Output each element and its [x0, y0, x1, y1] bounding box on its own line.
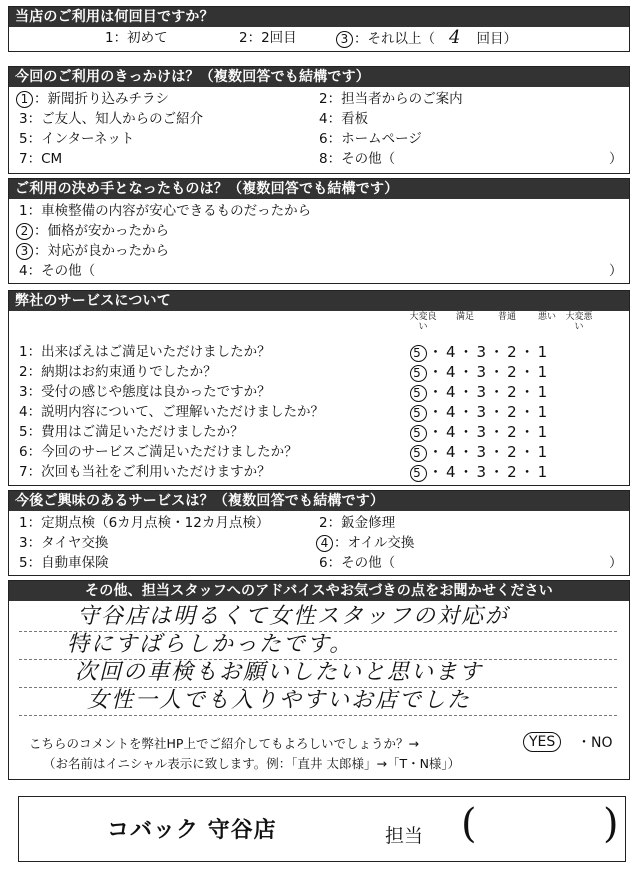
q6-section [8, 580, 630, 780]
q3-title: ご利用の決め手となったものは？（複数回答でも結構です） [9, 179, 629, 199]
q1-count-handwritten: 4 [449, 27, 463, 48]
q3-item-3-label: ：対応が良かったから [34, 243, 169, 259]
q2-item-5-label: ：インターネット [27, 131, 135, 147]
q2-item-5-num: 5 [19, 131, 28, 147]
selected-circle-mark: 1 [16, 91, 33, 108]
q5-item-5-label: ：自動車保険 [27, 555, 109, 571]
staff-open-paren: ( [461, 801, 477, 847]
consent-question: こちらのコメントを弊社HP上でご紹介してもよろしいでしょうか？→ [29, 736, 419, 751]
q5-item-5[interactable] [19, 554, 109, 572]
scale-label-5: 大変良い [409, 312, 437, 332]
q5-item-3-num: 3 [19, 535, 28, 551]
selected-circle-mark: 4 [316, 535, 333, 552]
q4-rating-1[interactable] [413, 343, 550, 362]
q5-item-1[interactable] [19, 514, 269, 532]
comment-handwritten-line-4: 女性一人でも入りやすいお店でした [87, 688, 472, 713]
q5-item-2[interactable] [319, 514, 395, 532]
q3-close-paren: ） [609, 263, 623, 279]
selected-circle-mark: 5 [410, 365, 427, 382]
q2-section [8, 66, 630, 174]
q4-title: 弊社のサービスについて [9, 291, 629, 311]
q1-option-2[interactable]: 2：2回目 [239, 30, 297, 46]
q4-item-2: 2：納期はお約束通りでしたか？ [19, 364, 217, 380]
consent-note: （お名前はイニシャル表示に致します。例：「直井 太郎様」→「T・N様」） [43, 756, 461, 771]
q4-rating-7-scale: ・4・3・2・1 [428, 463, 551, 481]
staff-label: 担当 [385, 825, 424, 847]
q3-section [8, 178, 630, 284]
q4-rating-1-scale: ・4・3・2・1 [428, 343, 551, 361]
q4-rating-4-scale: ・4・3・2・1 [428, 403, 551, 421]
q2-item-6-label: ：ホームページ [327, 131, 422, 147]
q2-item-3-num: 3 [19, 111, 28, 127]
q2-item-6[interactable] [319, 130, 422, 148]
consent-yes-option[interactable]: YES [523, 732, 561, 752]
q5-title: 今後ご興味のあるサービスは？（複数回答でも結構です） [9, 491, 629, 511]
q2-item-7-num: 7 [19, 151, 28, 167]
consent-no-option[interactable]: ・NO [577, 735, 613, 751]
selected-circle-mark: 5 [410, 445, 427, 462]
q4-item-4: 4：説明内容について、ご理解いただけましたか？ [19, 404, 325, 420]
q2-item-8[interactable] [319, 150, 395, 168]
q1-option-1[interactable]: 1：初めて [105, 30, 168, 46]
q5-item-3-label: ：タイヤ交換 [27, 535, 109, 551]
selected-circle-mark: 5 [410, 385, 427, 402]
q4-rating-3-scale: ・4・3・2・1 [428, 383, 551, 401]
q4-rating-6[interactable] [413, 443, 550, 462]
selected-circle-mark: 3 [336, 31, 353, 48]
scale-label-4: 満足 [455, 312, 474, 322]
q4-item-3: 3：受付の感じや態度は良かったですか？ [19, 384, 271, 400]
q5-item-1-label: ：定期点検（6カ月点検・12カ月点検） [27, 515, 270, 531]
q4-rating-4[interactable] [413, 403, 550, 422]
staff-name-field[interactable] [489, 811, 599, 845]
q4-rating-7[interactable] [413, 463, 550, 482]
q1-option-3[interactable] [339, 29, 517, 48]
q2-title: 今回のご利用のきっかけは？（複数回答でも結構です） [9, 67, 629, 87]
q5-item-5-num: 5 [19, 555, 28, 571]
q3-item-4-label: ：その他（ [27, 263, 96, 279]
selected-circle-mark: 3 [16, 243, 33, 260]
q4-item-5: 5：費用はご満足いただけましたか？ [19, 424, 244, 440]
q2-item-3-label: ：ご友人、知人からのご紹介 [27, 111, 204, 127]
q5-item-2-label: ：鈑金修理 [327, 515, 396, 531]
q3-item-4-num: 4 [19, 263, 28, 279]
scale-label-2: 悪い [537, 312, 556, 322]
store-footer [18, 796, 626, 862]
q4-item-1: 1：出来ばえはご満足いただけましたか？ [19, 344, 271, 360]
selected-circle-mark: 5 [410, 465, 427, 482]
q5-item-4[interactable] [319, 534, 414, 552]
scale-label-1: 大変悪い [565, 312, 593, 332]
q4-item-7: 7：次回も当社をご利用いただけますか？ [19, 464, 271, 480]
selected-circle-mark: 5 [410, 345, 427, 362]
q5-item-4-label: ：オイル交換 [334, 535, 415, 551]
q5-item-1-num: 1 [19, 515, 28, 531]
q5-item-6[interactable] [319, 554, 395, 572]
q5-item-6-num: 6 [319, 555, 328, 571]
q4-rating-6-scale: ・4・3・2・1 [428, 443, 551, 461]
q1-title: 当店のご利用は何回目ですか？ [9, 7, 629, 27]
comment-handwritten-line-3: 次回の車検もお願いしたいと思います [75, 660, 484, 685]
q2-item-7-label: ：CM [27, 151, 63, 167]
q5-item-3[interactable] [19, 534, 108, 552]
q2-item-4[interactable] [319, 110, 368, 128]
q5-close-paren: ） [609, 555, 623, 571]
q3-item-4[interactable] [19, 262, 95, 280]
q5-item-2-num: 2 [319, 515, 328, 531]
survey-sheet [8, 6, 630, 786]
q4-rating-2-scale: ・4・3・2・1 [428, 363, 551, 381]
q4-rating-5-scale: ・4・3・2・1 [428, 423, 551, 441]
q4-rating-2[interactable] [413, 363, 550, 382]
comment-line [19, 715, 617, 716]
q3-item-1[interactable] [19, 202, 311, 220]
q2-item-5[interactable] [19, 130, 134, 148]
q3-item-1-num: 1 [19, 203, 28, 219]
q2-item-6-num: 6 [319, 131, 328, 147]
q6-title: その他、担当スタッフへのアドバイスやお気づきの点をお聞かせください [9, 581, 629, 601]
q4-item-6: 6：今回のサービスご満足いただけましたか？ [19, 444, 298, 460]
q3-item-2[interactable] [19, 222, 169, 240]
q4-section [8, 290, 630, 486]
q5-section [8, 490, 630, 576]
q1-option-3-label: ：それ以上（ [354, 31, 435, 47]
q2-item-4-num: 4 [319, 111, 328, 127]
q2-item-3[interactable] [19, 110, 203, 128]
q3-item-3[interactable] [19, 242, 169, 260]
q2-item-8-num: 8 [319, 151, 328, 167]
q1-option-3-suffix: 回目） [476, 31, 517, 47]
q3-item-2-label: ：価格が安かったから [34, 223, 169, 239]
q4-rating-3[interactable] [413, 383, 550, 402]
q2-item-2-num: 2 [319, 91, 328, 107]
selected-circle-mark: 5 [410, 405, 427, 422]
comment-handwritten-line-1: 守谷店は明るくて女性スタッフの対応が [77, 604, 510, 629]
store-name: コバック 守谷店 [107, 818, 277, 843]
selected-circle-mark: 5 [410, 425, 427, 442]
q1-section [8, 6, 630, 52]
q2-item-8-label: ：その他（ [327, 151, 396, 167]
q2-item-7[interactable] [19, 150, 62, 168]
q4-rating-5[interactable] [413, 423, 550, 442]
comment-handwritten-line-2: 特にすばらしかったです。 [67, 632, 354, 657]
selected-circle-mark: 2 [16, 223, 33, 240]
scale-label-3: 普通 [497, 312, 516, 322]
q2-item-2-label: ：担当者からのご案内 [327, 91, 463, 107]
staff-close-paren: ) [603, 801, 619, 847]
q5-item-6-label: ：その他（ [327, 555, 396, 571]
q3-item-1-label: ：車検整備の内容が安心できるものだったから [27, 203, 312, 219]
q2-item-2[interactable] [319, 90, 463, 108]
q2-close-paren: ） [609, 151, 623, 167]
q2-item-1-label: ：新聞折り込みチラシ [34, 91, 169, 107]
q2-item-1[interactable] [19, 90, 169, 108]
q2-item-4-label: ：看板 [327, 111, 369, 127]
